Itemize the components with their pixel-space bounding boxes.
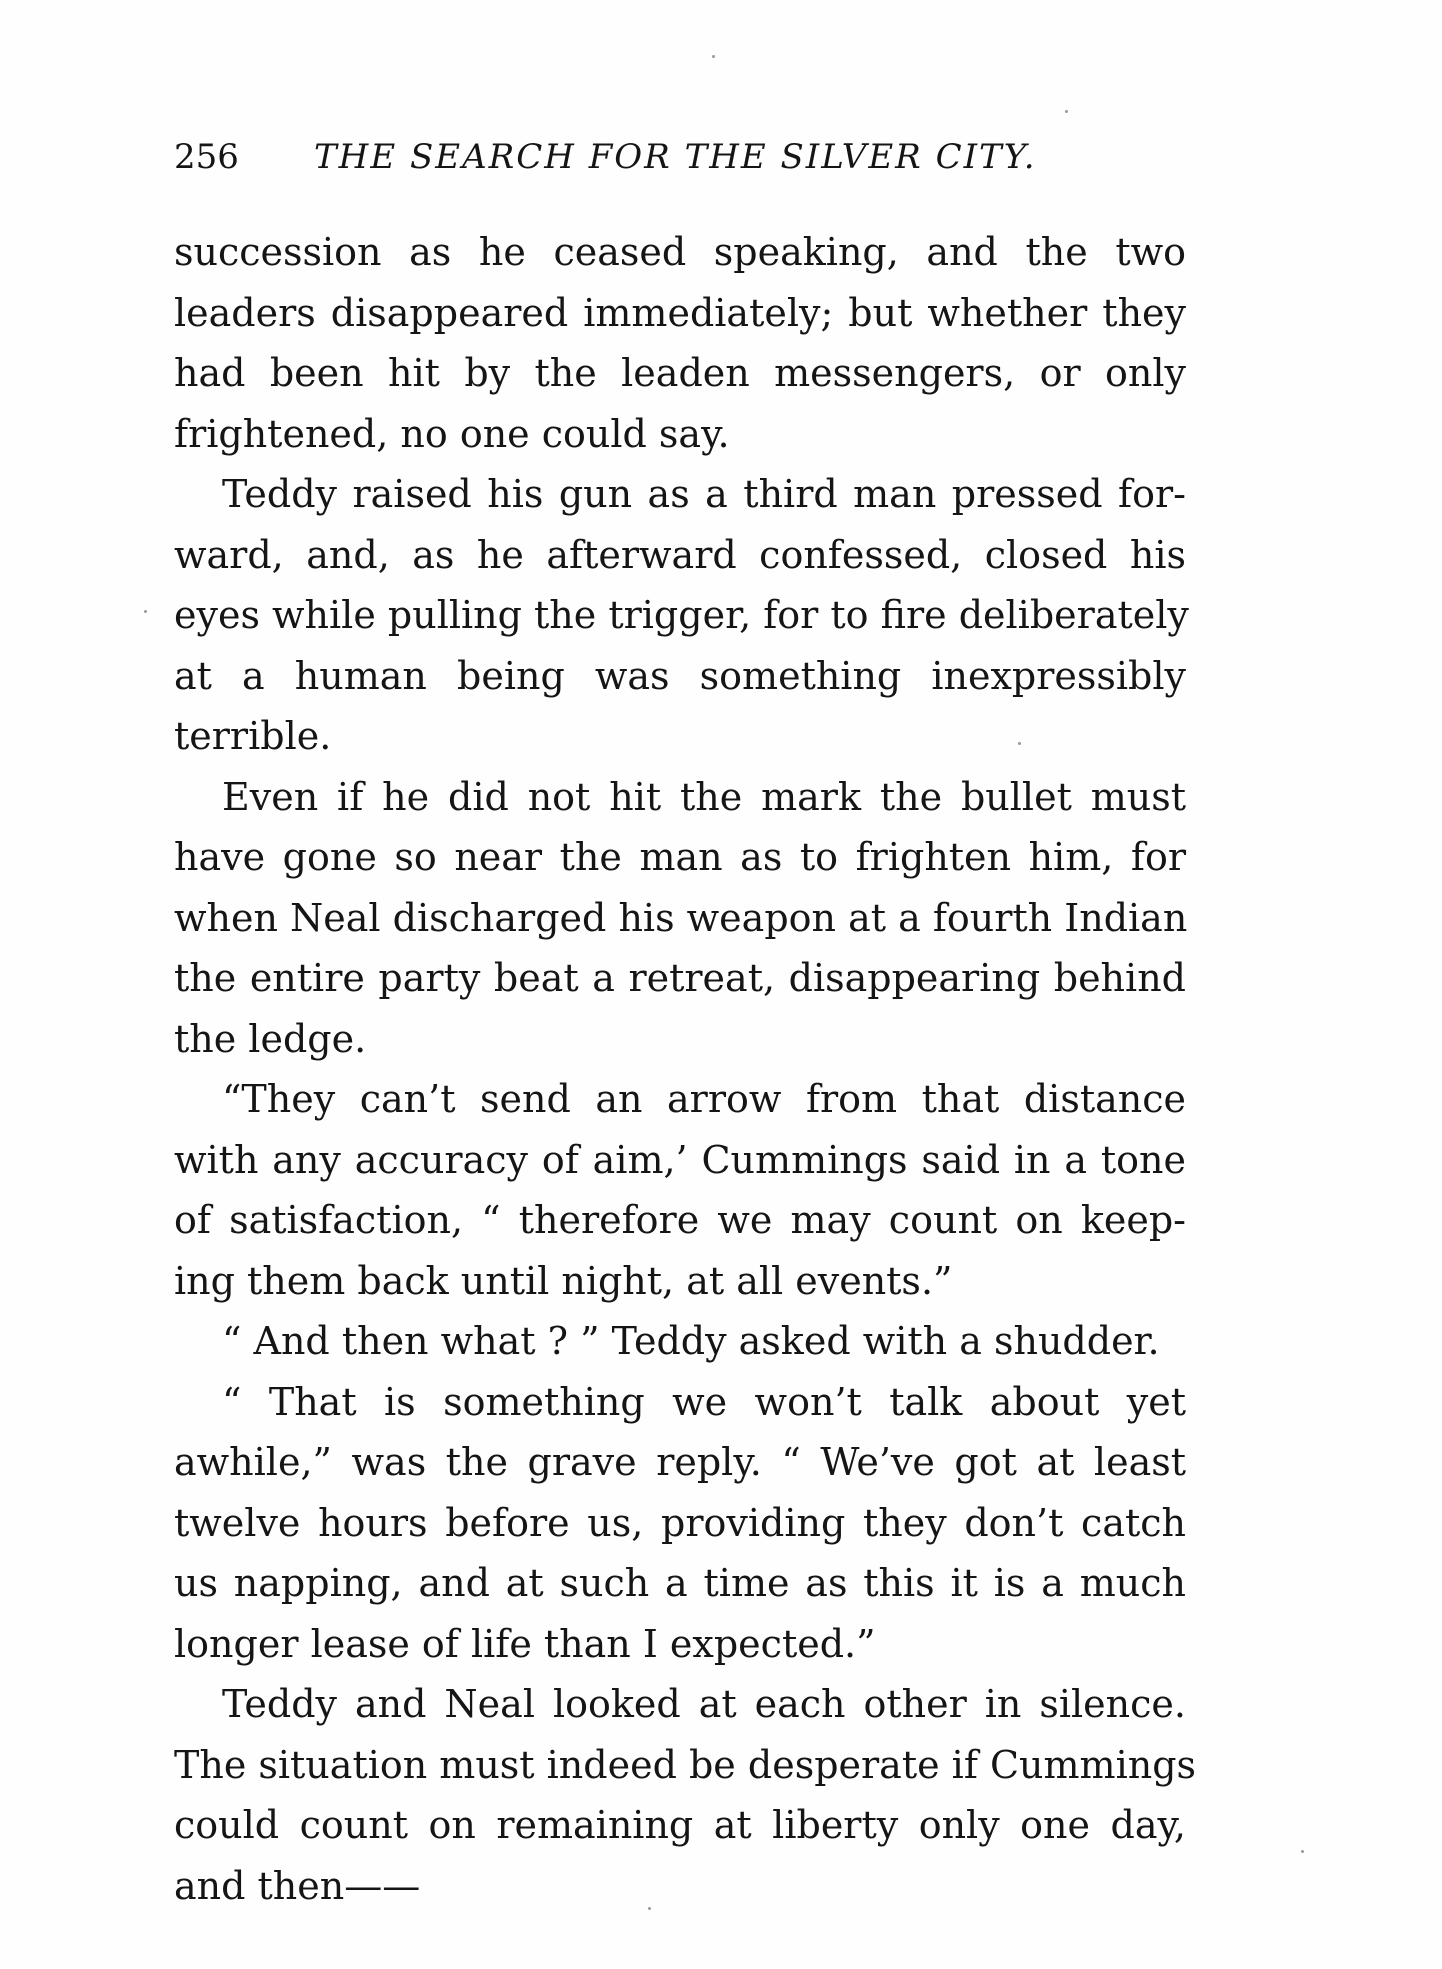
text-line: Teddy raised his gun as a third man pressed for-: [222, 472, 1186, 516]
paper-speck: [712, 55, 715, 58]
text-line: had been hit by the leaden messengers, or only: [174, 351, 1186, 395]
text-line: leaders disappeared immediately; but whether they: [174, 290, 1186, 335]
paper-speck: [1301, 1850, 1304, 1853]
text-line: succession as he ceased speaking, and the two: [174, 230, 1186, 274]
paragraph-5: [174, 1311, 1186, 1372]
text-line: longer lease of life than I expected.”: [174, 1621, 876, 1666]
running-title: THE SEARCH FOR THE SILVER CITY.: [314, 137, 1037, 177]
text-line: “ And then what ? ” Teddy asked with a shudder.: [222, 1319, 1160, 1363]
paragraph-4: [174, 1069, 1186, 1311]
paragraph-6: [174, 1372, 1186, 1675]
text-line: and then——: [174, 1863, 421, 1908]
paragraph-3: [174, 767, 1186, 1070]
paper-speck: [144, 610, 147, 613]
text-line: twelve hours before us, providing they don’t catch: [174, 1500, 1186, 1545]
paragraph-7: [174, 1674, 1197, 1916]
text-line: Even if he did not hit the mark the bullet must: [222, 774, 1186, 819]
page-number: 256: [174, 137, 239, 177]
text-line: Teddy and Neal looked at each other in silence.: [222, 1682, 1186, 1726]
text-line: the entire party beat a retreat, disappearing behind: [174, 956, 1186, 1000]
text-line: when Neal discharged his weapon at a fourth Indian: [174, 895, 1188, 940]
text-line: ward, and, as he afterward confessed, closed his: [174, 532, 1186, 577]
text-line: ing them back until night, at all events.”: [174, 1258, 953, 1303]
paragraph-1: [174, 222, 1186, 464]
paper-speck: [1065, 110, 1068, 113]
text-line: “ That is something we won’t talk about yet: [222, 1379, 1186, 1424]
paper-speck: [1018, 742, 1021, 745]
text-line: The situation must indeed be desperate if Cummings: [174, 1742, 1197, 1787]
text-line: could count on remaining at liberty only one day,: [174, 1803, 1186, 1847]
text-line: “They can’t send an arrow from that distance: [222, 1077, 1186, 1121]
body-text: [174, 222, 1197, 1916]
text-line: terrible.: [174, 714, 332, 758]
paragraph-2: [174, 464, 1189, 767]
text-line: us napping, and at such a time as this it is a much: [174, 1561, 1186, 1605]
text-line: of satisfaction, “ therefore we may count on keep-: [174, 1198, 1186, 1242]
text-line: awhile,” was the grave reply. “ We’ve got at least: [174, 1440, 1186, 1484]
text-line: eyes while pulling the trigger, for to fire deliberately: [174, 593, 1189, 637]
paper-speck: [648, 1907, 651, 1910]
text-line: have gone so near the man as to frighten him, for: [174, 835, 1186, 879]
page-header: [174, 132, 1186, 182]
text-line: the ledge.: [174, 1016, 367, 1061]
text-line: with any accuracy of aim,’ Cummings said in a tone: [174, 1137, 1186, 1182]
text-line: at a human being was something inexpressibly: [174, 653, 1186, 698]
text-line: frightened, no one could say.: [174, 411, 730, 456]
